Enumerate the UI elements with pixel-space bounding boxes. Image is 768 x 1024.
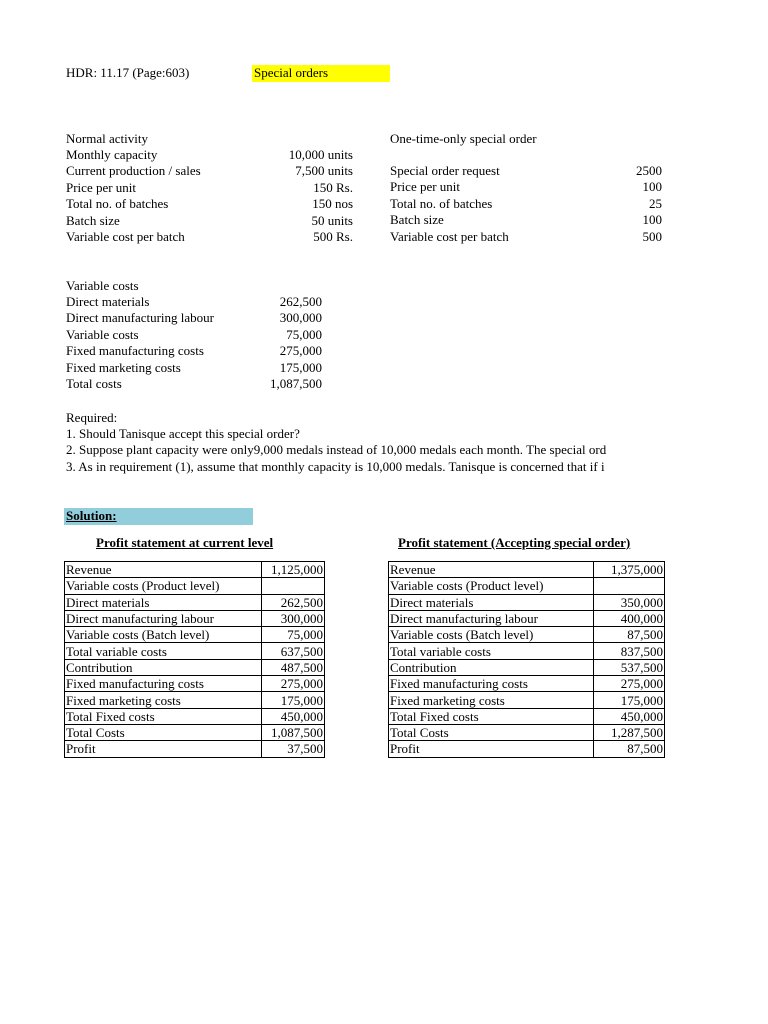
special-row-label: Total no. of batches bbox=[390, 195, 493, 211]
left-row-label: Direct materials bbox=[65, 594, 262, 610]
normal-row-label: Batch size bbox=[66, 212, 120, 228]
special-row-value: 100 bbox=[642, 179, 662, 195]
left-row-value: 275,000 bbox=[262, 676, 325, 692]
right-row-value: 275,000 bbox=[594, 676, 665, 692]
left-row-label: Variable costs (Batch level) bbox=[65, 627, 262, 643]
right-table-row bbox=[389, 692, 665, 708]
right-row-label: Contribution bbox=[389, 659, 594, 675]
left-row-value: 37,500 bbox=[262, 741, 325, 757]
left-row-value: 637,500 bbox=[262, 643, 325, 659]
left-table-row bbox=[65, 659, 325, 675]
left-row-value: 300,000 bbox=[262, 610, 325, 626]
left-row-label: Contribution bbox=[65, 659, 262, 675]
right-table-row bbox=[389, 708, 665, 724]
right-table-row bbox=[389, 741, 665, 757]
right-row-label: Revenue bbox=[389, 562, 594, 578]
special-row-label: Variable cost per batch bbox=[390, 228, 509, 244]
cost-row-label: Direct manufacturing labour bbox=[66, 310, 214, 326]
right-table-row bbox=[389, 594, 665, 610]
normal-row-value: 7,500 units bbox=[295, 163, 353, 179]
right-row-value: 1,375,000 bbox=[594, 562, 665, 578]
right-row-label: Total Costs bbox=[389, 724, 594, 740]
right-row-value: 537,500 bbox=[594, 659, 665, 675]
right-table-row bbox=[389, 724, 665, 740]
right-table-row bbox=[389, 562, 665, 578]
special-order-title: One-time-only special order bbox=[390, 131, 537, 146]
right-table-row bbox=[389, 610, 665, 626]
required-item: 2. Suppose plant capacity were only9,000 medals instead of 10,000 medals each month. The special ord bbox=[66, 442, 607, 458]
normal-row-label: Price per unit bbox=[66, 179, 137, 195]
left-table-row bbox=[65, 594, 325, 610]
left-row-label: Total Costs bbox=[65, 724, 262, 740]
left-row-label: Total Fixed costs bbox=[65, 708, 262, 724]
right-row-label: Total Fixed costs bbox=[389, 708, 594, 724]
left-row-value: 75,000 bbox=[262, 627, 325, 643]
right-table-row bbox=[389, 627, 665, 643]
left-statement-title: Profit statement at current level bbox=[96, 535, 274, 550]
costs-title: Variable costs bbox=[66, 278, 139, 293]
required-item: 3. As in requirement (1), assume that monthly capacity is 10,000 medals. Tanisque is concerned that if i bbox=[66, 458, 605, 474]
normal-row-label: Current production / sales bbox=[66, 163, 201, 179]
header-topic: Special orders bbox=[252, 65, 390, 82]
cost-row-label: Direct materials bbox=[66, 294, 150, 309]
normal-row-value: 10,000 units bbox=[288, 147, 353, 162]
right-table-row bbox=[389, 676, 665, 692]
left-table-row bbox=[65, 643, 325, 659]
left-row-value: 262,500 bbox=[262, 594, 325, 610]
cost-row-label: Fixed manufacturing costs bbox=[66, 343, 204, 359]
right-table-row bbox=[389, 643, 665, 659]
left-row-label: Profit bbox=[65, 741, 262, 757]
cost-row-value: 1,087,500 bbox=[270, 376, 322, 391]
right-row-value: 400,000 bbox=[594, 610, 665, 626]
normal-row-value: 500 Rs. bbox=[313, 229, 353, 244]
profit-table-special bbox=[388, 561, 665, 758]
right-row-label: Direct materials bbox=[389, 594, 594, 610]
right-row-label: Total variable costs bbox=[389, 643, 594, 659]
left-row-label: Direct manufacturing labour bbox=[65, 610, 262, 626]
right-row-value: 87,500 bbox=[594, 741, 665, 757]
left-row-label: Fixed marketing costs bbox=[65, 692, 262, 708]
left-row-value: 175,000 bbox=[262, 692, 325, 708]
normal-row-value: 50 units bbox=[311, 212, 353, 228]
left-row-label: Revenue bbox=[65, 562, 262, 578]
left-row-value: 487,500 bbox=[262, 659, 325, 675]
left-row-label: Fixed manufacturing costs bbox=[65, 676, 262, 692]
left-row-label: Variable costs (Product level) bbox=[65, 578, 262, 594]
cost-row-value: 300,000 bbox=[279, 310, 322, 326]
profit-table-current bbox=[64, 561, 325, 758]
left-row-value: 1,125,000 bbox=[262, 562, 325, 578]
cost-row-value: 262,500 bbox=[279, 294, 322, 309]
left-row-value: 450,000 bbox=[262, 708, 325, 724]
left-row-value: 1,087,500 bbox=[262, 724, 325, 740]
right-row-label: Variable costs (Product level) bbox=[389, 578, 594, 594]
right-row-label: Fixed manufacturing costs bbox=[389, 676, 594, 692]
special-row-label: Batch size bbox=[390, 212, 444, 228]
cost-row-label: Variable costs bbox=[66, 326, 139, 342]
normal-row-value: 150 nos bbox=[312, 196, 353, 212]
left-table-row bbox=[65, 741, 325, 757]
left-table-row bbox=[65, 578, 325, 594]
left-row-label: Total variable costs bbox=[65, 643, 262, 659]
right-row-value: 1,287,500 bbox=[594, 724, 665, 740]
special-row-label: Special order request bbox=[390, 163, 500, 178]
left-table-row bbox=[65, 610, 325, 626]
right-row-value bbox=[594, 578, 665, 594]
normal-row-label: Variable cost per batch bbox=[66, 229, 185, 244]
left-table-row bbox=[65, 724, 325, 740]
solution-label: Solution: bbox=[64, 508, 253, 525]
right-row-label: Variable costs (Batch level) bbox=[389, 627, 594, 643]
required-title: Required: bbox=[66, 410, 118, 425]
left-table-row bbox=[65, 692, 325, 708]
special-row-value: 2500 bbox=[636, 163, 662, 178]
right-row-value: 87,500 bbox=[594, 627, 665, 643]
right-row-value: 350,000 bbox=[594, 594, 665, 610]
right-row-label: Direct manufacturing labour bbox=[389, 610, 594, 626]
cost-row-value: 175,000 bbox=[279, 359, 322, 375]
normal-activity-title: Normal activity bbox=[66, 131, 148, 146]
normal-row-value: 150 Rs. bbox=[313, 179, 353, 195]
left-table-row bbox=[65, 562, 325, 578]
normal-row-label: Total no. of batches bbox=[66, 196, 169, 212]
header-reference: HDR: 11.17 (Page:603) bbox=[66, 65, 190, 80]
right-table-row bbox=[389, 578, 665, 594]
left-row-value bbox=[262, 578, 325, 594]
special-row-value: 25 bbox=[649, 195, 662, 211]
cost-row-label: Fixed marketing costs bbox=[66, 359, 181, 375]
required-item: 1. Should Tanisque accept this special order? bbox=[66, 426, 300, 441]
right-row-value: 450,000 bbox=[594, 708, 665, 724]
right-row-value: 175,000 bbox=[594, 692, 665, 708]
cost-row-value: 275,000 bbox=[279, 343, 322, 359]
right-row-label: Profit bbox=[389, 741, 594, 757]
normal-row-label: Monthly capacity bbox=[66, 147, 158, 162]
special-row-value: 500 bbox=[642, 228, 662, 244]
special-row-label: Price per unit bbox=[390, 179, 461, 195]
right-table-row bbox=[389, 659, 665, 675]
right-statement-title: Profit statement (Accepting special order) bbox=[398, 535, 631, 550]
special-row-value: 100 bbox=[642, 212, 662, 228]
cost-row-value: 75,000 bbox=[286, 326, 322, 342]
left-table-row bbox=[65, 708, 325, 724]
right-row-value: 837,500 bbox=[594, 643, 665, 659]
left-table-row bbox=[65, 676, 325, 692]
right-row-label: Fixed marketing costs bbox=[389, 692, 594, 708]
left-table-row bbox=[65, 627, 325, 643]
cost-row-label: Total costs bbox=[66, 376, 122, 391]
